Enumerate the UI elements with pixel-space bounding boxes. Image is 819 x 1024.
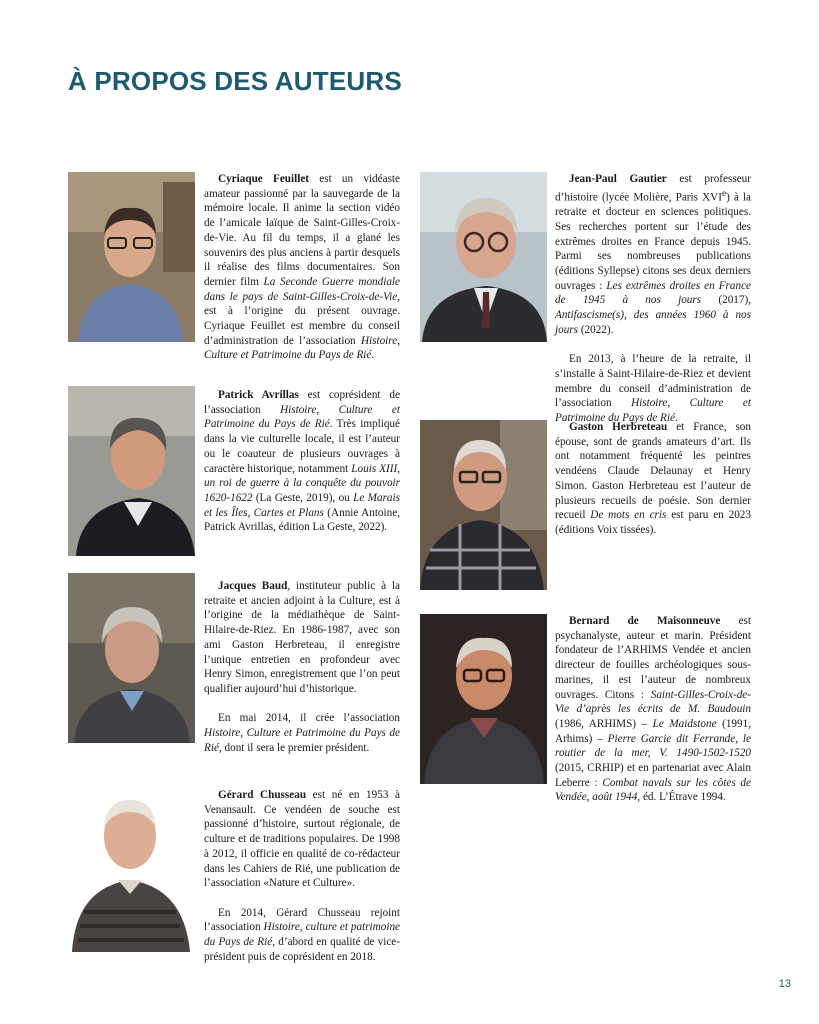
- author-name: Gérard Chusseau: [218, 789, 307, 801]
- bio-superscript: e: [721, 188, 727, 199]
- bio-text: En 2014, Gérard Chusseau rejoint l’association: [204, 906, 400, 934]
- author-name: Bernard de Maisonneuve: [569, 615, 721, 627]
- author-bio-jacques-baud: [204, 579, 400, 755]
- bio-text: est professeur d’histoire (lycée Molière, Paris XVI: [555, 173, 751, 204]
- bio-text: est né en 1953 à Venansault. Ce vendéen de souche est passionné d’histoire, surtout régionale, de culture et de traditions populaires. De 1998 à 2012, il officie en qualité de co-rédacteur dans les Cahiers de Rié, une publication de l’association «Nature et Culture».: [204, 789, 401, 890]
- author-photo-patrick-avrillas: [68, 386, 195, 556]
- author-bio-cyriaque-feuillet: [204, 172, 400, 363]
- page-title: À PROPOS DES AUTEURS: [68, 66, 402, 96]
- bio-text: est coprésident de l’association: [204, 389, 400, 416]
- bio-title: Histoire, Culture et Patrimoine du Pays de Rié: [204, 727, 400, 754]
- bio-title: Le Maidstone: [652, 717, 717, 730]
- bio-title: De mots en cris: [590, 509, 667, 522]
- author-name: Gaston Herbreteau: [569, 421, 668, 433]
- author-bio-gerard-chusseau: [204, 788, 400, 964]
- bio-paragraph: [204, 172, 400, 363]
- bio-title: Saint-Gilles-Croix-de-Vie d’après les écrits de M. Baudouin: [555, 688, 751, 716]
- bio-paragraph: [555, 420, 751, 538]
- bio-title: Histoire, culture et patrimoine du Pays de Rié: [204, 921, 401, 949]
- author-bio-patrick-avrillas: [204, 388, 400, 535]
- author-bio-jean-paul-gautier: [555, 172, 751, 426]
- bio-text: En mai 2014, il crée l’association: [218, 712, 400, 725]
- author-photo-jean-paul-gautier: [420, 172, 547, 342]
- bio-text: , d’abord en qualité de vice-président puis de coprésident en 2018.: [204, 936, 400, 963]
- author-photo-bernard-de-maisonneuve: [420, 614, 547, 784]
- bio-text: , dont il sera le premier président.: [218, 741, 370, 754]
- bio-paragraph: [555, 614, 751, 805]
- bio-paragraph: [555, 172, 751, 337]
- bio-text: En 2013, à l’heure de la retraite, il s’installe à Saint-Hilaire-de-Riez et devient membre du conseil d’administration de l’association: [555, 353, 751, 410]
- bio-text: (2015, CRHIP) et en partenariat avec Alain Leberre :: [555, 762, 751, 789]
- author-name: Jean-Paul Gautier: [569, 173, 667, 185]
- bio-title: Histoire, Culture et Patrimoine du Pays de Rié: [204, 403, 400, 431]
- bio-paragraph: [204, 711, 400, 755]
- author-name: Patrick Avrillas: [218, 389, 299, 401]
- author-name: Jacques Baud: [218, 580, 288, 592]
- bio-title: Antifascisme(s), des années 1960 à nos jours: [555, 309, 751, 336]
- author-photo-cyriaque-feuillet: [68, 172, 195, 342]
- bio-text: (1991, Arhims) –: [555, 717, 752, 745]
- bio-title: Louis XIII, un roi de guerre à la conquête du pouvoir 1620-1622: [204, 462, 400, 504]
- author-photo-jacques-baud: [68, 573, 195, 743]
- bio-title: Histoire, Culture et Patrimoine du Pays de Rié: [204, 334, 400, 362]
- bio-text: (Annie Antoine, Patrick Avrillas, édition La Geste, 2022).: [204, 506, 400, 534]
- bio-text: est un vidéaste amateur passionné par la sauvegarde de la mémoire locale. Il anime la section vidéo de l’amicale laïque de Saint-Gilles-Croix-de-Vie. Au fil du temps, il a glané les souvenirs des plus anciens à partir desquels il réalise des films documentaires. Son dernier film: [204, 173, 400, 288]
- author-photo-gerard-chusseau: [68, 782, 195, 952]
- bio-paragraph: [555, 352, 751, 426]
- bio-title: Histoire, Culture et Patrimoine du Pays de Rié: [555, 397, 751, 424]
- bio-title: La Seconde Guerre mondiale dans le pays de Saint-Gilles-Croix-de-Vie: [204, 275, 400, 303]
- author-name: Cyriaque Feuillet: [218, 173, 310, 185]
- bio-text: (2017),: [701, 294, 752, 307]
- bio-title: Pierre Garcie dit Ferrande, le routier de la mer, V. 1490-1502-1520: [555, 732, 751, 760]
- bio-text: , est à l’origine du présent ouvrage. Cyriaque Feuillet est membre du conseil d’administration de l’association: [204, 290, 400, 347]
- bio-text: (2022).: [578, 323, 614, 336]
- bio-text: et France, son épouse, sont de grands amateurs d’art. Ils ont notamment fréquenté les peintres vendéens Claude Delaunay et Henry Simon. Gaston Herbreteau est l’auteur de plusieurs recueils de poésie. Son dernier recueil: [555, 421, 751, 522]
- bio-paragraph: [204, 788, 400, 891]
- author-photo-gaston-herbreteau: [420, 420, 547, 590]
- page-number: 13: [778, 978, 791, 990]
- bio-title: Les extrêmes droites en France de 1945 à nos jours: [555, 279, 751, 307]
- bio-paragraph: [204, 388, 400, 535]
- author-bio-bernard-de-maisonneuve: [555, 614, 751, 805]
- bio-text: .: [371, 349, 375, 362]
- author-bio-gaston-herbreteau: [555, 420, 751, 538]
- bio-text: est psychanalyste, auteur et marin. Président fondateur de l’ARHIMS Vendée et ancien directeur de fouilles archéologiques sous-marines, il est l’auteur de nombreux ouvrages. Citons :: [555, 615, 752, 701]
- bio-text: (1986, ARHIMS) –: [555, 717, 653, 730]
- bio-title: Le Marais et les Îles, Cartes et Plans: [204, 491, 400, 519]
- bio-text: .: [674, 411, 678, 424]
- bio-paragraph: [204, 906, 400, 965]
- bio-text: ) à la retraite et docteur en sciences politiques. Ses recherches portent sur l’étude des extrêmes droites en France depuis 1945. Parmi ses nombreuses publications (éditions Syllepse) citons ses deux derniers ouvrages :: [555, 191, 751, 292]
- bio-text: , instituteur public à la retraite et ancien adjoint à la Culture, est à l’origine de la médiathèque de Saint-Hilaire-de-Riez. En 1986-1987, avec son ami Gaston Herbreteau, il enregistre l’unique entretien en profondeur avec Henry Simon, enregistrement que l’on peut qualifier aujourd’hui d’historique.: [204, 580, 401, 695]
- bio-text: est paru en 2023 (éditions Voix tissées).: [555, 509, 751, 536]
- bio-text: . Très impliqué dans la vie culturelle locale, il est l’auteur ou le coauteur de plusieurs ouvrages à caractère historique, notamment: [204, 418, 400, 475]
- bio-text: , éd. L’Étrave 1994.: [637, 791, 726, 804]
- bio-text: (La Geste, 2019), ou: [252, 491, 354, 504]
- bio-paragraph: [204, 579, 400, 697]
- bio-title: Combat navals sur les côtes de Vendée, août 1944: [555, 776, 751, 804]
